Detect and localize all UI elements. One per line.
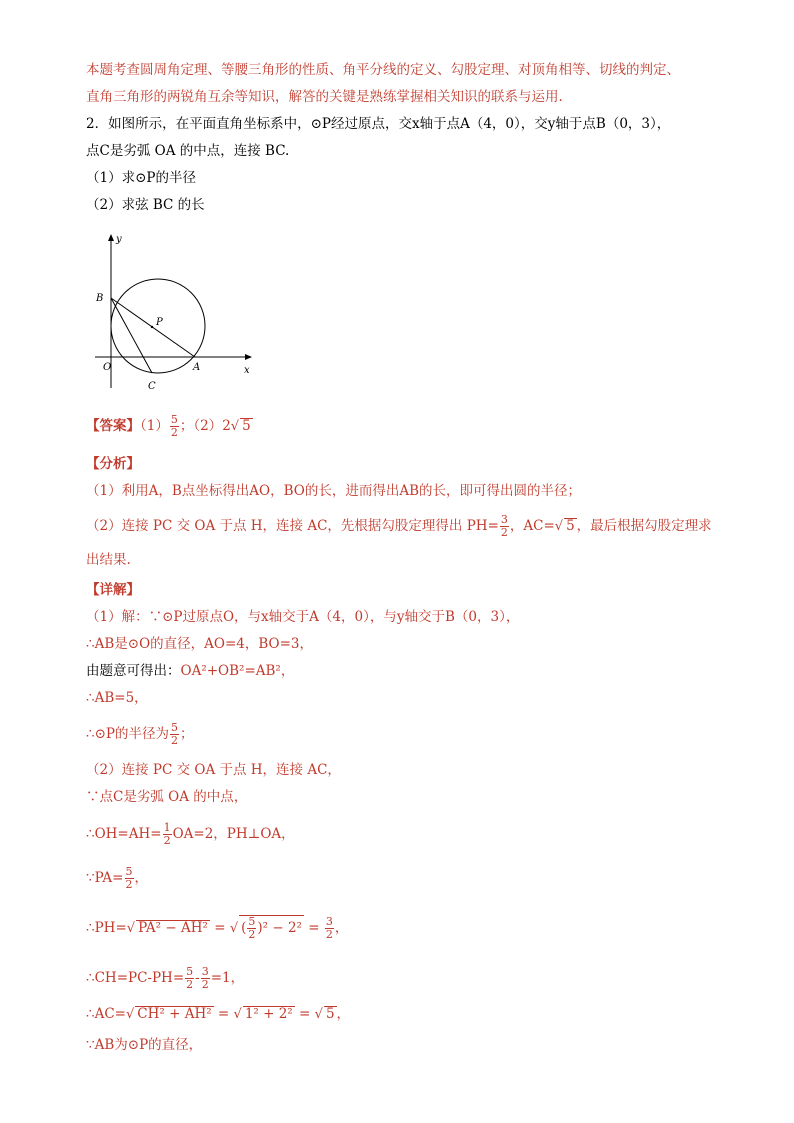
label-o: O [103,362,112,373]
intro-line-2: 直角三角形的两锐角互余等知识，解答的关键是熟练掌握相关知识的联系与运用. [86,89,563,105]
ph-fraction: $\frac{3}{2}$ [500,513,508,539]
label-c: C [148,381,156,392]
problem-question-1: （1）求⊙P的半径 [86,170,196,186]
detail-line-8: ∴OH=AH= $\frac{1}{2}$ OA=2，PH⊥OA， [86,821,295,847]
analysis-line-3: 出结果. [86,552,131,568]
answer-tag: 【答案】 [86,418,140,434]
sqrt-sign: √ [230,419,240,434]
detail-line-12: ∴AC=√ CH² + AH² = √ 1² + 2² = √ 5 ， [86,1006,351,1022]
detail-line-5: ∴⊙P的半径为 $\frac{5}{2}$ ； [86,721,194,747]
detail-line-4: ∴AB=5， [86,690,148,706]
center-dot [151,326,153,328]
detail-line-9: ∵PA= $\frac{5}{2}$ ， [86,865,148,891]
segment-bc [111,298,152,373]
problem-question-2: （2）求弦 BC 的长 [86,197,205,213]
detail-line-11: ∴CH=PC-PH= $\frac{5}{2}$ - $\frac{3}{2}$ =1， [86,965,245,991]
label-y: y [116,234,122,245]
label-a: A [193,362,201,373]
y-axis-arrow [108,234,114,241]
x-axis-arrow [245,354,252,360]
answer-line: 【答案】（1） $\frac{5}{2}$ ；（2）2√ 5 [86,413,251,439]
problem-line-1: 2．如图所示，在平面直角坐标系中，⊙P经过原点，交x轴于点A（4，0），交y轴于点B（0，3）， [86,116,671,132]
detail-line-13: ∵AB为⊙P的直径， [86,1037,203,1053]
analysis-line-1: （1）利用A，B点坐标得出AO，BO的长，进而得出AB的长，即可得出圆的半径； [86,483,581,499]
detail-line-2: ∴AB是⊙O的直径，AO=4，BO=3， [86,636,313,652]
detail-line-7: ∵点C是劣弧 OA 的中点， [86,789,248,805]
detail-tag: 【详解】 [86,582,140,598]
analysis-line-2: （2）连接 PC 交 OA 于点 H，连接 AC，先根据勾股定理得出 PH= $\frac{3}{2}$ ，AC=√ 5 ，最后根据勾股定理求 [86,513,712,539]
analysis-tag: 【分析】 [86,456,140,472]
detail-line-3: 由题意可得出：OA²+OB²=AB²， [86,663,295,679]
problem-line-2: 点C是劣弧 OA 的中点，连接 BC. [86,143,290,159]
label-p: P [156,317,163,328]
label-x: x [244,365,250,376]
geometry-figure [90,228,265,393]
intro-line-1: 本题考查圆周角定理、等腰三角形的性质、角平分线的定义、勾股定理、对顶角相等、切线的判定、 [86,62,680,78]
answer-radicand: 5 [242,418,251,434]
detail-line-6: （2）连接 PC 交 OA 于点 H，连接 AC， [86,762,341,778]
detail-line-10: ∴PH=√ PA² − AH² = √ ( $\frac{5}{2}$ )² − 2² = $\frac{3}{2}$ ， [86,915,349,941]
detail-line-1: （1）解：∵⊙P过原点O，与x轴交于A（4，0），与y轴交于B（0，3）， [86,609,520,625]
label-b: B [96,293,104,304]
answer-fraction: $\frac{5}{2}$ [170,413,178,439]
